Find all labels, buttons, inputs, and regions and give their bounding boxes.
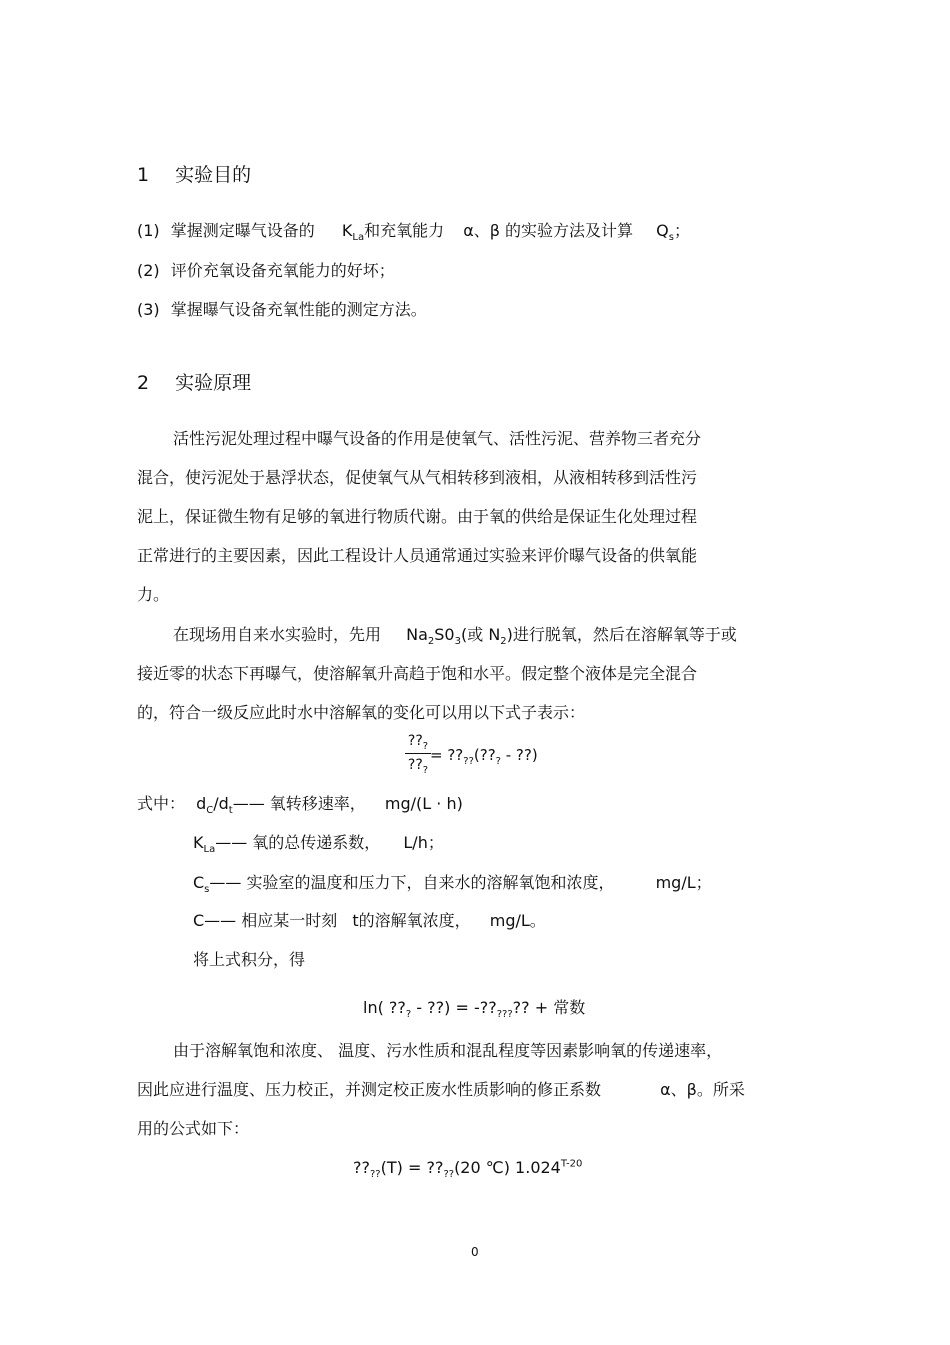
section-1-heading — [137, 160, 251, 187]
formula-3: $??_{??}(T)$ = $??_{??}(20$ ℃) $1.024^{T-20}$ — [353, 1158, 583, 1181]
objective-item-3 — [137, 297, 427, 320]
paragraph-2-line-1: 在现场用自来水实验时，先用 $Na_2S0_3$(或 $N_2$)进行脱氧，然后在溶解氧等于或 — [173, 625, 737, 648]
objective-item-1: (1) 掌握测定曝气设备的 $K_{La}$和充氧能力 α、β 的实验方法及计算 $Q_s$； — [137, 221, 690, 244]
paragraph-3-line-3: 用的公式如下： — [137, 1119, 250, 1138]
qs-symbol: $Q_s$ — [656, 221, 674, 244]
section-1-number: 1 — [137, 164, 150, 186]
paragraph-1-line-5: 力。 — [137, 585, 170, 604]
integrate-text: 将上式积分，得 — [193, 950, 306, 969]
paragraph-1-line-1: 活性污泥处理过程中曝气设备的作用是使氧气、活性污泥、营养物三者充分 — [173, 429, 702, 448]
section-2-title: 实验原理 — [175, 372, 252, 394]
where-label: 式中： — [137, 794, 186, 813]
kla-symbol: $K_{La}$ — [341, 221, 365, 244]
unit: mg/(L · h) — [384, 794, 463, 813]
cs-symbol: $C_s$ — [193, 873, 210, 896]
alpha-beta-symbol: α、β。所采 — [660, 1080, 745, 1099]
section-2-heading — [137, 368, 251, 395]
paragraph-3-line-2: 因此应进行温度、压力校正，并测定校正废水性质影响的修正系数 α、β。所采 — [137, 1080, 745, 1099]
definition-2: $K_{La}——$ 氧的总传递系数， L/h； — [193, 833, 444, 856]
paragraph-2-line-2: 接近零的状态下再曝气，使溶解氧升高趋于饱和水平。假定整个液体是完全混合 — [137, 664, 698, 683]
definition-1: 式中： $d_C/d_t——$ 氧转移速率， mg/(L · h) — [137, 794, 463, 817]
section-2-number: 2 — [137, 372, 150, 394]
item-text: 评价充氧设备充氧能力的好坏； — [170, 261, 395, 280]
item-number: (1) — [137, 221, 160, 240]
unit: L/h； — [403, 833, 444, 852]
item-text: 和充氧能力 — [364, 221, 445, 240]
fraction-numerator: $??_?$ — [407, 733, 429, 752]
unit: mg/L； — [655, 873, 712, 892]
dc-dt-symbol: $d_C/d_t$ — [196, 794, 233, 817]
item-text: 掌握曝气设备充氧性能的测定方法。 — [170, 300, 427, 319]
formula-1-rhs: = $??_{??}(??_?$ - ??) — [430, 746, 538, 767]
paragraph-1-line-4: 正常进行的主要因素，因此工程设计人员通常通过实验来评价曝气设备的供氧能 — [137, 546, 698, 565]
definition-4: C—— 相应某一时刻 t的溶解氧浓度， mg/L。 — [193, 911, 546, 930]
item-number: (2) — [137, 261, 160, 280]
fraction-bar — [405, 753, 431, 754]
paragraph-1-line-3: 泥上，保证微生物有足够的氧进行物质代谢。由于氧的供给是保证生化处理过程 — [137, 507, 698, 526]
fraction-denominator: $??_?$ — [407, 757, 429, 776]
c-symbol: C — [193, 911, 205, 930]
kla-symbol: $K_{La}$ — [193, 833, 216, 856]
item-text: 的实验方法及计算 — [505, 221, 634, 240]
definition-3: $C_s——$ 实验室的温度和压力下，自来水的溶解氧饱和浓度， mg/L； — [193, 873, 712, 896]
item-number: (3) — [137, 300, 160, 319]
formula-2: ln( $??_?$ - ??) = $-??_{???}$?? + 常数 — [363, 998, 586, 1021]
section-1-title: 实验目的 — [175, 164, 252, 186]
t-symbol: t — [352, 911, 359, 930]
paragraph-1-line-2: 混合，使污泥处于悬浮状态，促使氧气从气相转移到液相，从液相转移到活性污 — [137, 468, 698, 487]
na2so3-formula: $Na_2S0_3$(或 $N_2$ — [406, 625, 507, 648]
objective-item-2 — [137, 258, 395, 281]
alpha-beta-symbol: α、β — [463, 221, 500, 240]
unit: mg/L。 — [489, 911, 546, 930]
paragraph-2-line-3: 的，符合一级反应此时水中溶解氧的变化可以用以下式子表示： — [137, 703, 586, 722]
item-text: 掌握测定曝气设备的 — [170, 221, 315, 240]
paragraph-3-line-1: 由于溶解氧饱和浓度、 温度、污水性质和混乱程度等因素影响氧的传递速率， — [173, 1041, 723, 1060]
page-number: 0 — [471, 1245, 479, 1259]
